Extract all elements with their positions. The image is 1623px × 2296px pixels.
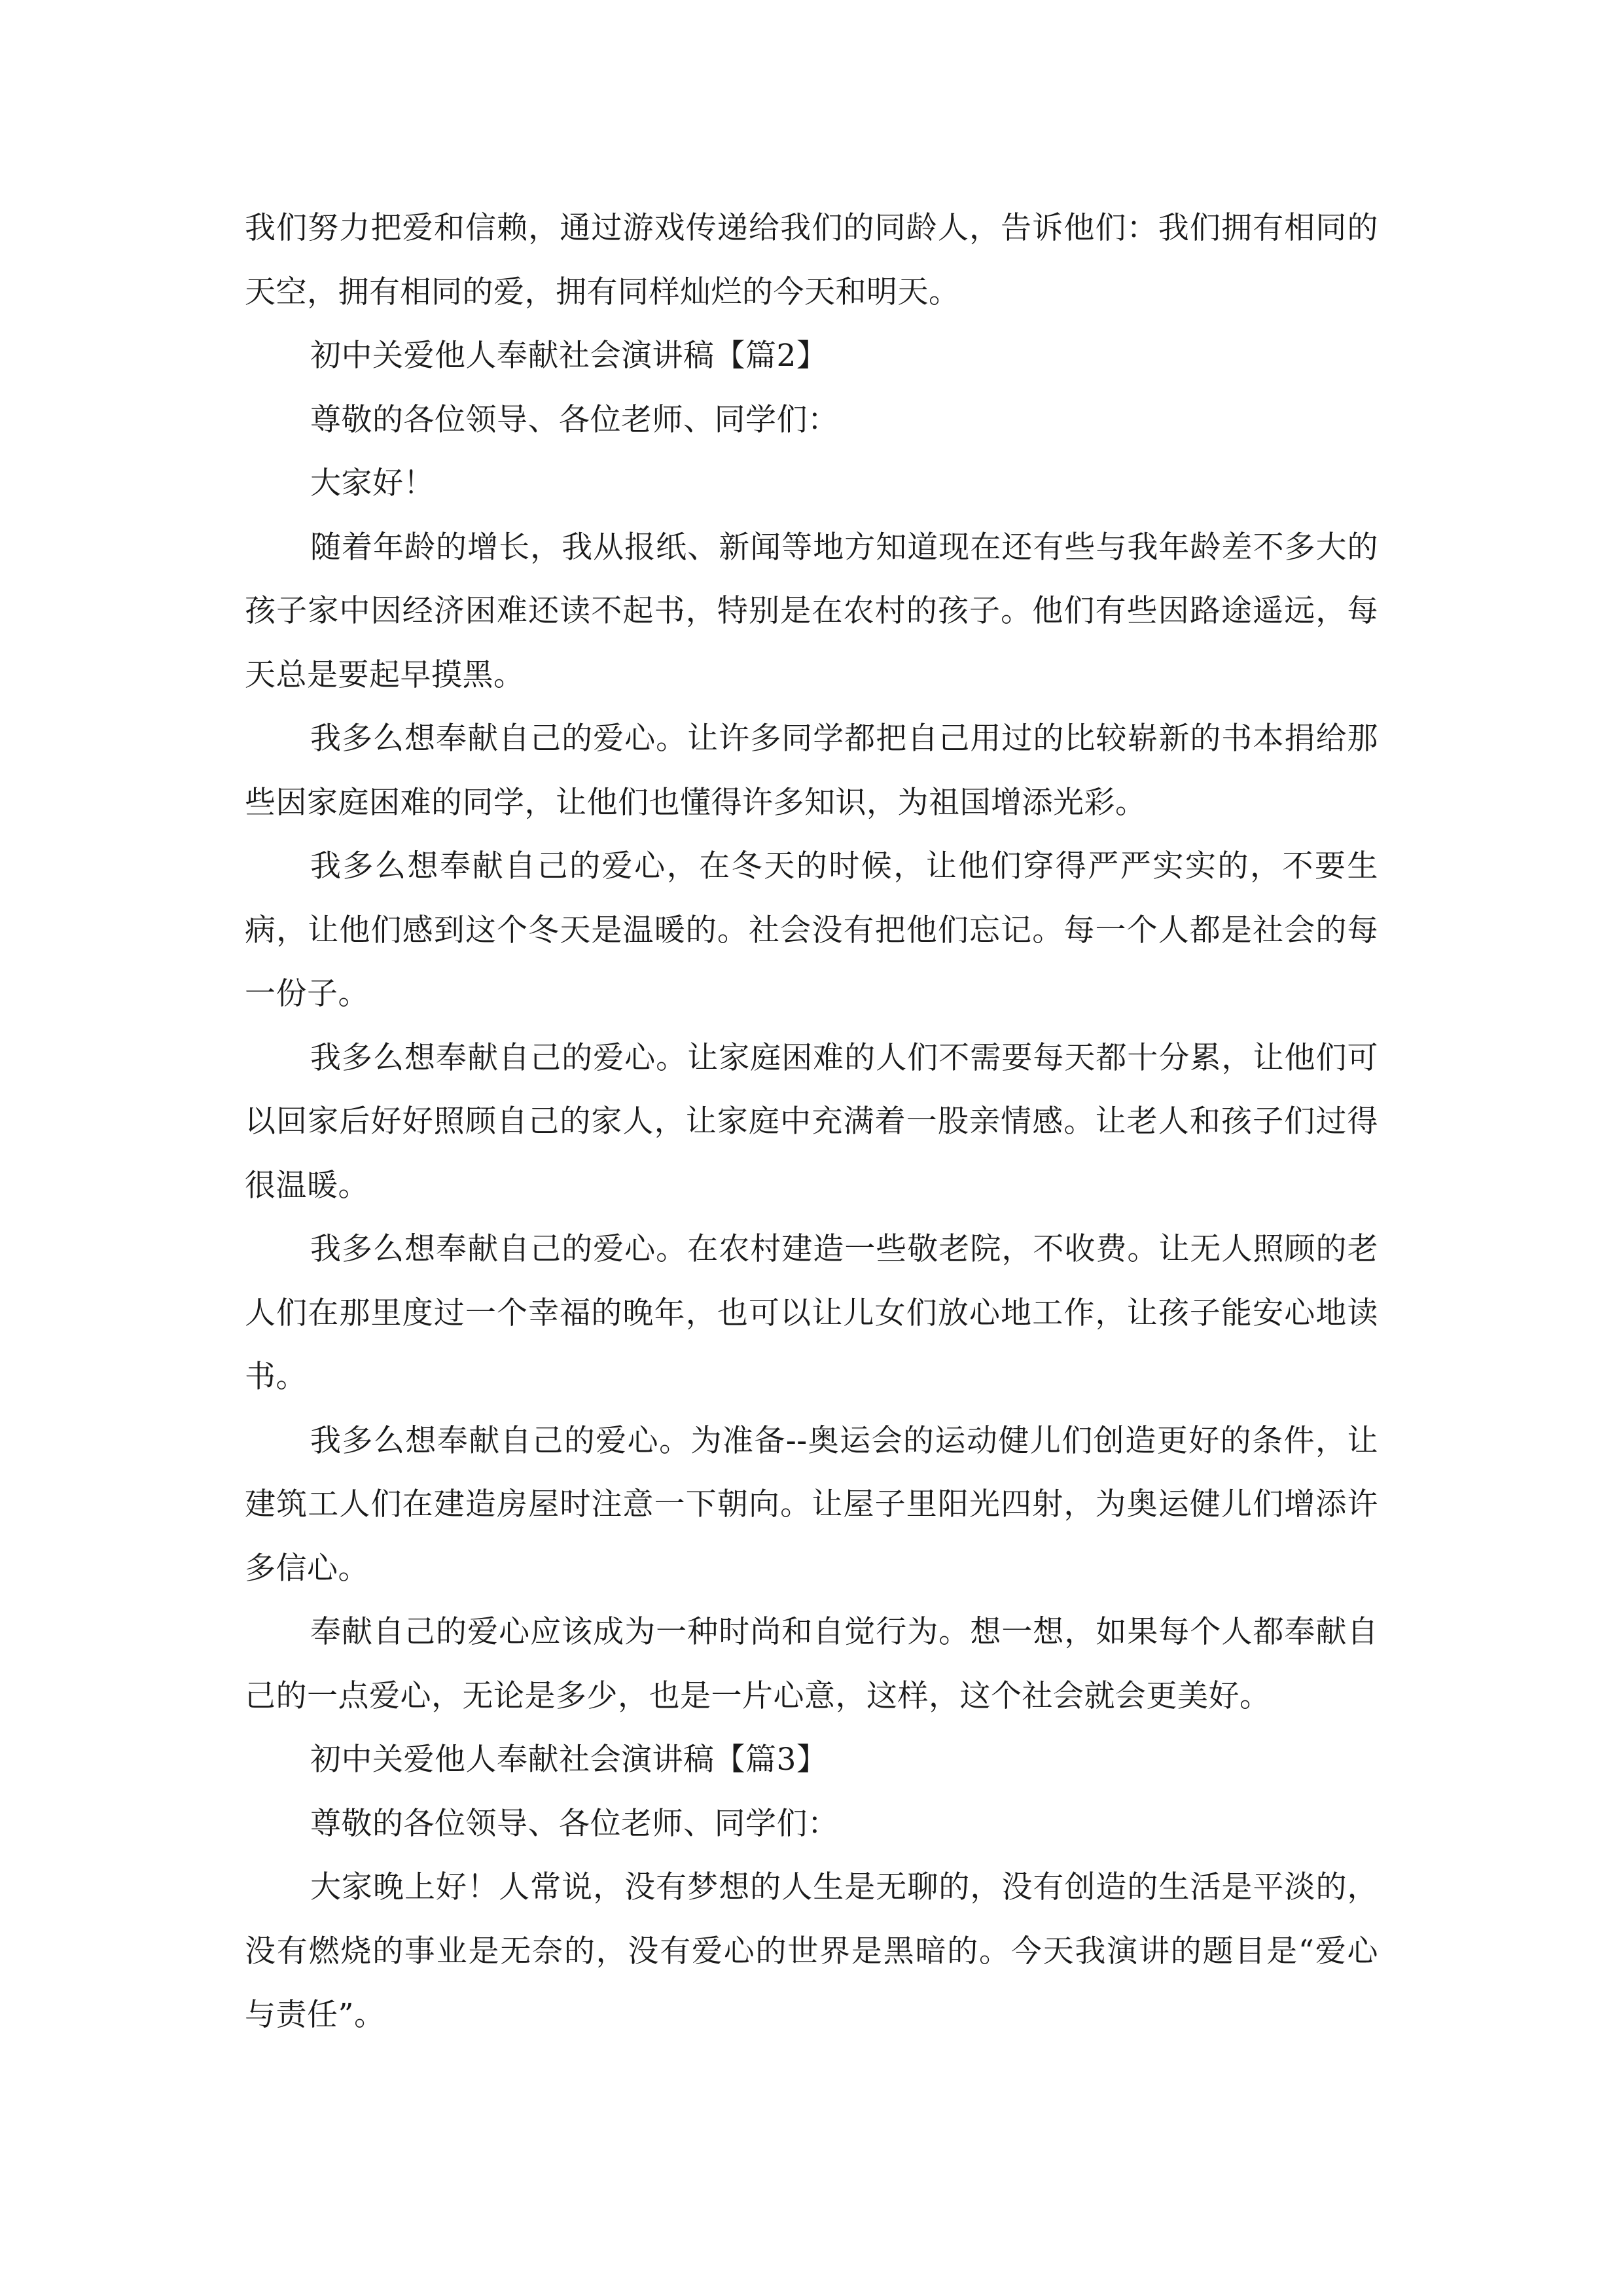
section-heading-part-2: 初中关爱他人奉献社会演讲稿【篇2】 bbox=[310, 338, 828, 374]
paragraph-continuation: 我们努力把爱和信赖，通过游戏传递给我们的同龄人，告诉他们：我们拥有相同的天空，拥有相同的爱，拥有同样灿烂的今天和明天。 bbox=[245, 210, 1378, 310]
document-body bbox=[245, 196, 1378, 2047]
section-heading-part-3: 初中关爱他人奉献社会演讲稿【篇3】 bbox=[310, 1742, 828, 1778]
paragraph: 随着年龄的增长，我从报纸、新闻等地方知道现在还有些与我年龄差不多大的孩子家中因经济困难还读不起书，特别是在农村的孩子。他们有些因路途遥远，每天总是要起早摸黑。 bbox=[245, 529, 1378, 693]
paragraph: 大家晚上好！人常说，没有梦想的人生是无聊的，没有创造的生活是平淡的，没有燃烧的事业是无奈的，没有爱心的世界是黑暗的。今天我演讲的题目是“爱心与责任”。 bbox=[245, 1869, 1378, 2033]
paragraph: 我多么想奉献自己的爱心。为准备--奥运会的运动健儿们创造更好的条件，让建筑工人们在建造房屋时注意一下朝向。让屋子里阳光四射，为奥运健儿们增添许多信心。 bbox=[245, 1422, 1378, 1587]
salutation: 尊敬的各位领导、各位老师、同学们： bbox=[310, 401, 839, 438]
paragraph: 我多么想奉献自己的爱心。让家庭困难的人们不需要每天都十分累，让他们可以回家后好好照顾自己的家人，让家庭中充满着一股亲情感。让老人和孩子们过得很温暖。 bbox=[245, 1039, 1378, 1204]
paragraph: 奉献自己的爱心应该成为一种时尚和自觉行为。想一想，如果每个人都奉献自己的一点爱心，无论是多少，也是一片心意，这样，这个社会就会更美好。 bbox=[245, 1614, 1378, 1714]
paragraph: 我多么想奉献自己的爱心。在农村建造一些敬老院，不收费。让无人照顾的老人们在那里度过一个幸福的晚年，也可以让儿女们放心地工作，让孩子能安心地读书。 bbox=[245, 1231, 1378, 1395]
paragraph: 我多么想奉献自己的爱心。让许多同学都把自己用过的比较崭新的书本捐给那些因家庭困难的同学，让他们也懂得许多知识，为祖国增添光彩。 bbox=[245, 721, 1378, 821]
paragraph: 我多么想奉献自己的爱心，在冬天的时候，让他们穿得严严实实的，不要生病，让他们感到这个冬天是温暖的。社会没有把他们忘记。每一个人都是社会的每一份子。 bbox=[245, 848, 1378, 1012]
salutation: 尊敬的各位领导、各位老师、同学们： bbox=[310, 1805, 839, 1842]
greeting: 大家好！ bbox=[310, 465, 435, 501]
